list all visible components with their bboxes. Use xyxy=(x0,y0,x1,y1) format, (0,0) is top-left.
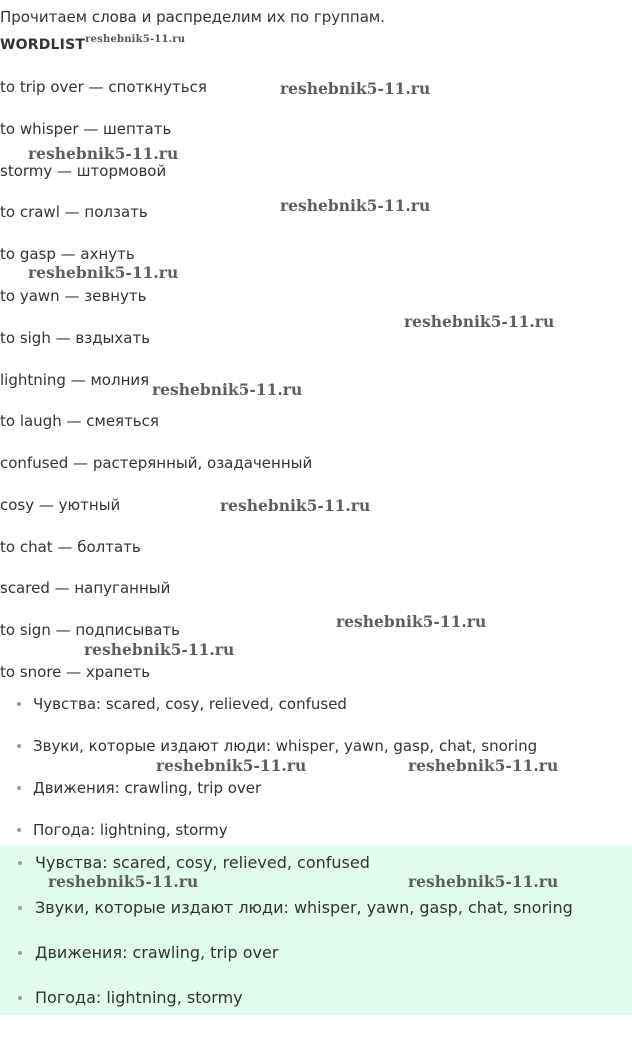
answer-list-item-text: Погода: lightning, stormy xyxy=(35,988,243,1007)
bullet-icon xyxy=(17,786,21,790)
bullet-icon xyxy=(17,744,21,748)
watermark: reshebnik5-11.ru xyxy=(408,872,559,891)
watermark: reshebnik5-11.ru xyxy=(336,612,487,631)
wordlist-heading-title: WORDLIST xyxy=(0,37,86,53)
word-entry: cosy — уютный xyxy=(0,496,121,514)
word-entry: to sign — подписывать xyxy=(0,621,180,639)
group-list-item-text: Погода: lightning, stormy xyxy=(33,821,228,839)
answer-list-item-text: Чувства: scared, cosy, relieved, confused xyxy=(35,853,370,872)
word-entry: to chat — болтать xyxy=(0,538,141,556)
group-list-item-text: Звуки, которые издают люди: whisper, yawn, gasp, chat, snoring xyxy=(33,737,538,755)
bullet-icon xyxy=(18,951,22,955)
word-entry: to crawl — ползать xyxy=(0,203,148,221)
watermark: reshebnik5-11.ru xyxy=(280,79,431,98)
word-entry: to whisper — шептать xyxy=(0,120,172,138)
wordlist-heading xyxy=(0,36,185,56)
word-entry: to snore — храпеть xyxy=(0,663,151,681)
bullet-icon xyxy=(17,702,21,706)
watermark: reshebnik5-11.ru xyxy=(220,496,371,515)
watermark: reshebnik5-11.ru xyxy=(84,640,235,659)
word-entry: to sigh — вздыхать xyxy=(0,329,151,347)
bullet-icon xyxy=(17,828,21,832)
watermark: reshebnik5-11.ru xyxy=(48,872,199,891)
group-list-item-text: Движения: crawling, trip over xyxy=(33,779,262,797)
watermark: reshebnik5-11.ru xyxy=(28,144,179,163)
watermark: reshebnik5-11.ru xyxy=(156,756,307,775)
word-entry: lightning — молния xyxy=(0,371,150,389)
watermark: reshebnik5-11.ru xyxy=(404,312,555,331)
answer-list-item-text: Движения: crawling, trip over xyxy=(35,943,279,962)
word-entry: to trip over — споткнуться xyxy=(0,78,207,96)
heading-watermark: reshebnik5-11.ru xyxy=(85,34,186,45)
bullet-icon xyxy=(18,906,22,910)
watermark: reshebnik5-11.ru xyxy=(408,756,559,775)
bullet-icon xyxy=(18,996,22,1000)
watermark: reshebnik5-11.ru xyxy=(280,196,431,215)
word-entry: to laugh — смеяться xyxy=(0,412,159,430)
answer-list-item-text: Звуки, которые издают люди: whisper, yawn, gasp, chat, snoring xyxy=(35,898,573,917)
word-entry: to gasp — ахнуть xyxy=(0,245,135,263)
watermark: reshebnik5-11.ru xyxy=(152,380,303,399)
group-list-item-text: Чувства: scared, cosy, relieved, confused xyxy=(33,695,347,713)
answer-box xyxy=(0,845,632,1015)
watermark: reshebnik5-11.ru xyxy=(28,263,179,282)
word-entry: to yawn — зевнуть xyxy=(0,287,147,305)
intro-text: Прочитаем слова и распределим их по группам. xyxy=(0,8,386,26)
word-entry: stormy — штормовой xyxy=(0,162,167,180)
bullet-icon xyxy=(18,861,22,865)
word-entry: confused — растерянный, озадаченный xyxy=(0,454,313,472)
word-entry: scared — напуганный xyxy=(0,579,171,597)
